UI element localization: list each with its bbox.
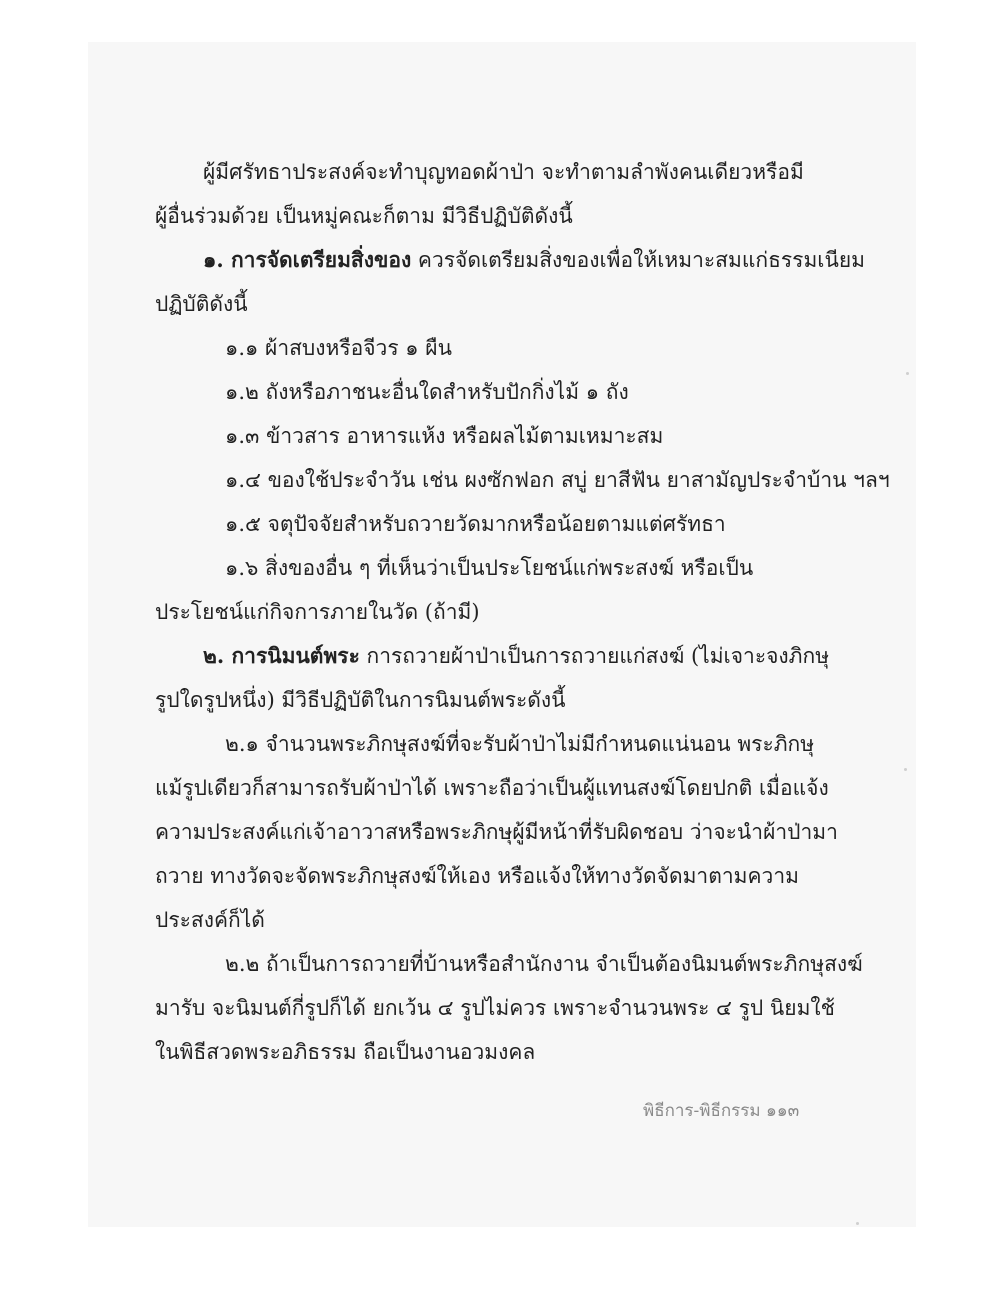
list-item-2-2-line-3: ในพิธีสวดพระอภิธรรม ถือเป็นงานอวมงคล <box>155 1040 536 1064</box>
list-item-2-2-line-2: มารับ จะนิมนต์กี่รูปก็ได้ ยกเว้น ๔ รูปไม่ควร เพราะจำนวนพระ ๔ รูป นิยมใช้ <box>155 996 835 1020</box>
section-1-line-2: ปฏิบัติดังนี้ <box>155 292 248 316</box>
list-item-1-2: ๑.๒ ถังหรือภาชนะอื่นใดสำหรับปักกิ่งไม้ ๑ ถัง <box>225 380 629 404</box>
list-item-1-1: ๑.๑ ผ้าสบงหรือจีวร ๑ ผืน <box>225 336 452 360</box>
list-item-2-1-line-2: แม้รูปเดียวก็สามารถรับผ้าป่าได้ เพราะถือว่าเป็นผู้แทนสงฆ์โดยปกติ เมื่อแจ้ง <box>155 776 829 800</box>
section-2-heading: ๒. การนิมนต์พระ <box>203 643 360 668</box>
section-2-line-1 <box>203 634 829 678</box>
list-item-2-1-line-3: ความประสงค์แก่เจ้าอาวาสหรือพระภิกษุผู้มีหน้าที่รับผิดชอบ ว่าจะนำผ้าป่ามา <box>155 820 838 844</box>
scan-speck <box>904 768 907 771</box>
list-item-1-4: ๑.๔ ของใช้ประจำวัน เช่น ผงซักฟอก สบู่ ยาสีฟัน ยาสามัญประจำบ้าน ฯลฯ <box>225 468 890 492</box>
list-item-1-6-line-2: ประโยชน์แก่กิจการภายในวัด (ถ้ามี) <box>155 600 480 624</box>
section-1-heading: ๑. การจัดเตรียมสิ่งของ <box>203 247 412 272</box>
page-footer: พิธีการ-พิธีกรรม ๑๑๓ <box>643 1101 800 1121</box>
section-2-line-2: รูปใดรูปหนึ่ง) มีวิธีปฏิบัติในการนิมนต์พระดังนี้ <box>155 688 566 712</box>
list-item-2-2-line-1: ๒.๒ ถ้าเป็นการถวายที่บ้านหรือสำนักงาน จำเป็นต้องนิมนต์พระภิกษุสงฆ์ <box>225 952 863 976</box>
list-item-2-1-line-4: ถวาย ทางวัดจะจัดพระภิกษุสงฆ์ให้เอง หรือแจ้งให้ทางวัดจัดมาตามความ <box>155 864 799 888</box>
list-item-1-3: ๑.๓ ข้าวสาร อาหารแห้ง หรือผลไม้ตามเหมาะสม <box>225 424 664 448</box>
list-item-2-1-line-5: ประสงค์ก็ได้ <box>155 908 265 932</box>
section-1-text: ควรจัดเตรียมสิ่งของเพื่อให้เหมาะสมแก่ธรรมเนียม <box>411 248 865 272</box>
list-item-1-5: ๑.๕ จตุปัจจัยสำหรับถวายวัดมากหรือน้อยตามแต่ศรัทธา <box>225 512 726 536</box>
paragraph-intro-line-1: ผู้มีศรัทธาประสงค์จะทำบุญทอดผ้าป่า จะทำตามลำพังคนเดียวหรือมี <box>203 160 804 184</box>
list-item-1-6-line-1: ๑.๖ สิ่งของอื่น ๆ ที่เห็นว่าเป็นประโยชน์แก่พระสงฆ์ หรือเป็น <box>225 556 754 580</box>
section-2-text: การถวายผ้าป่าเป็นการถวายแก่สงฆ์ (ไม่เจาะจงภิกษุ <box>359 644 830 668</box>
scan-speck <box>856 1222 859 1225</box>
section-1-line-1 <box>203 238 865 282</box>
scan-speck <box>906 372 909 375</box>
list-item-2-1-line-1: ๒.๑ จำนวนพระภิกษุสงฆ์ที่จะรับผ้าป่าไม่มีกำหนดแน่นอน พระภิกษุ <box>225 732 815 756</box>
paragraph-intro-line-2: ผู้อื่นร่วมด้วย เป็นหมู่คณะก็ตาม มีวิธีปฏิบัติดังนี้ <box>155 204 573 228</box>
